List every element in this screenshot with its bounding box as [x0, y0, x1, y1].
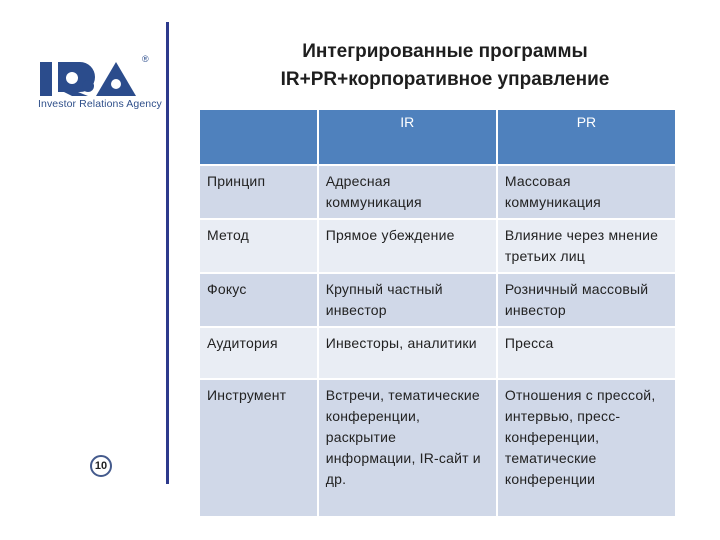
header-pr: PR	[498, 110, 675, 164]
cell-ir: Крупный частный инвестор	[319, 274, 496, 326]
comparison-table	[198, 108, 677, 518]
table-row	[200, 166, 675, 218]
table-row	[200, 220, 675, 272]
cell-pr: Массовая коммуникация	[498, 166, 675, 218]
header-empty	[200, 110, 317, 164]
cell-ir: Адресная коммуникация	[319, 166, 496, 218]
title-line-2: IR+PR+корпоративное управление	[280, 69, 610, 90]
cell-pr: Пресса	[498, 328, 675, 378]
title-line-1: Интегрированные программы	[302, 41, 588, 62]
row-label: Аудитория	[200, 328, 317, 378]
cell-pr: Розничный массовый инвестор	[498, 274, 675, 326]
row-label: Фокус	[200, 274, 317, 326]
vertical-divider	[166, 22, 169, 484]
cell-pr: Влияние через мнение третьих лиц	[498, 220, 675, 272]
cell-ir: Встречи, тематические конференции, раскрытие информации, IR-сайт и др.	[319, 380, 496, 516]
logo-caption: Investor Relations Agency	[38, 98, 162, 110]
table-row	[200, 328, 675, 378]
table-row	[200, 380, 675, 516]
header-row	[200, 110, 675, 164]
cell-ir: Инвесторы, аналитики	[319, 328, 496, 378]
header-ir: IR	[319, 110, 496, 164]
registered-mark: ®	[142, 54, 149, 64]
row-label: Принцип	[200, 166, 317, 218]
row-label: Инструмент	[200, 380, 317, 516]
cell-pr: Отношения с прессой, интервью, пресс-конференции, тематические конференции	[498, 380, 675, 516]
table-row	[200, 274, 675, 326]
page-number: 10	[90, 455, 112, 477]
row-label: Метод	[200, 220, 317, 272]
cell-ir: Прямое убеждение	[319, 220, 496, 272]
ira-logo-mark	[36, 54, 156, 98]
slide-title	[190, 38, 700, 94]
